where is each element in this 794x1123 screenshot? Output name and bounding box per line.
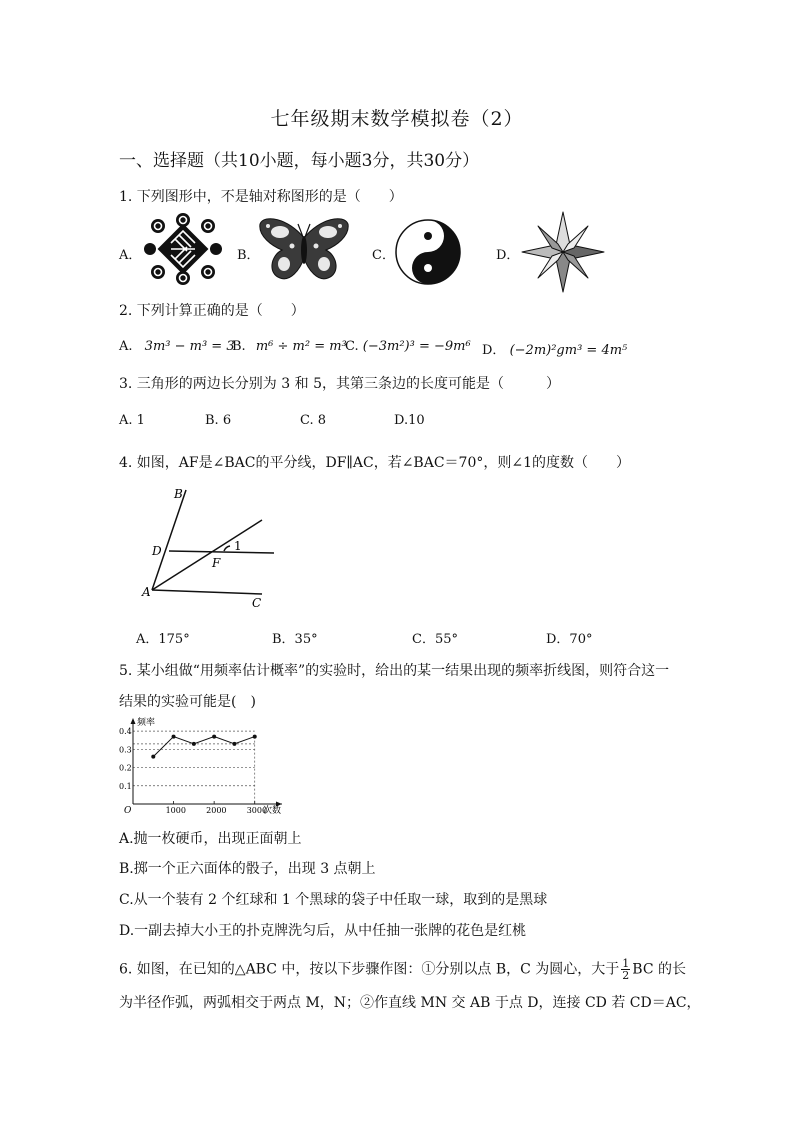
- q6-line1-post: BC 的长: [632, 961, 687, 978]
- q3-option-c: C. 8: [300, 413, 327, 428]
- data-point-1: [172, 735, 176, 739]
- label-C: C: [252, 596, 262, 610]
- q2-expr-b: m⁶ ÷ m² = m³: [255, 339, 347, 354]
- label-B: B: [174, 487, 183, 501]
- data-point-4: [232, 742, 236, 746]
- q1-label-b: B．: [237, 248, 260, 263]
- q3-option-b: B. 6: [205, 413, 232, 428]
- yin-yang-figure: [394, 218, 462, 286]
- chart-yticks: [119, 727, 132, 791]
- q3-option-d: D.10: [394, 413, 425, 428]
- q5-option-d: D.一副去掉大小王的扑克牌洗匀后，从中任抽一张牌的花色是红桃: [119, 923, 527, 939]
- label-D: D: [152, 544, 162, 558]
- x-tick-label-1: 2000: [206, 806, 227, 815]
- y-tick-label-3: 0.4: [119, 727, 132, 737]
- q2-expr-d: (−2m)²gm³ = 4m⁵: [509, 343, 628, 358]
- q3-stem: 3. 三角形的两边长分别为 3 和 5，其第三条边的长度可能是（ ）: [119, 376, 560, 392]
- x-tick-label-2: 3000: [246, 806, 268, 815]
- q2-option-c: [345, 339, 471, 354]
- q1-label-c: C．: [372, 248, 395, 263]
- label-angle-1: 1: [234, 539, 242, 553]
- data-point-3: [212, 735, 216, 739]
- frequency-line-chart: [117, 714, 289, 818]
- compass-star-figure: [520, 210, 606, 294]
- q6-line2: 为半径作弧，两弧相交于两点 M，N；②作直线 MN 交 AB 于点 D，连接 CD 若 CD＝AC，: [119, 995, 701, 1011]
- data-point-2: [192, 742, 196, 746]
- y-axis-arrow: [131, 718, 136, 724]
- q2-option-d: [482, 339, 627, 358]
- ray-AF: [152, 520, 262, 590]
- q1-label-d: D．: [496, 248, 520, 263]
- chart-ylabel: 频率: [137, 718, 156, 728]
- q5-option-a: A.抛一枚硬币，出现正面朝上: [119, 831, 302, 847]
- q5-stem-line1: 5. 某小组做“用频率估计概率”的实验时，给出的某一结果出现的频率折线图，则符合这一: [119, 663, 670, 679]
- q2-option-b: [232, 339, 347, 354]
- q3-option-a: A. 1: [119, 413, 145, 428]
- chart-xticks: [166, 801, 268, 815]
- section-heading: 一、选择题（共10小题，每小题3分，共30分）: [119, 151, 480, 171]
- line-DF: [169, 551, 274, 553]
- label-A: A: [142, 585, 151, 599]
- q2-expr-a: 3m³ − m³ = 3: [144, 339, 235, 354]
- q4-option-b: B．35°: [272, 632, 318, 647]
- ray-AB: [152, 490, 186, 590]
- q5-option-c: C.从一个装有 2 个红球和 1 个黑球的袋子中任取一球，取到的是黑球: [119, 892, 548, 908]
- q1-stem: 1. 下列图形中，不是轴对称图形的是（ ）: [119, 189, 403, 205]
- q6-line1-pre: 6. 如图，在已知的△ABC 中，按以下步骤作图：①分别以点 B，C 为圆心，大于: [119, 961, 620, 978]
- page-title: 七年级期末数学模拟卷（2）: [270, 108, 524, 130]
- y-tick-label-1: 0.2: [119, 763, 132, 773]
- y-tick-label-0: 0.1: [119, 781, 132, 791]
- q5-stem-line2: 结果的实验可能是( ): [119, 694, 256, 710]
- chart-origin: O: [124, 806, 132, 816]
- q2-option-a: [119, 339, 235, 354]
- q6-line1: [119, 958, 686, 981]
- angle-1-arc: [224, 546, 230, 551]
- q6-fraction: [621, 958, 630, 981]
- q2-stem: 2. 下列计算正确的是（ ）: [119, 303, 305, 319]
- q4-option-a: A．175°: [136, 632, 190, 647]
- q4-option-d: D．70°: [546, 632, 593, 647]
- x-tick-label-0: 1000: [165, 806, 186, 815]
- chinese-knot-figure: [144, 212, 222, 286]
- q2-label-a: A.: [119, 339, 133, 354]
- ray-AC: [152, 590, 262, 594]
- y-tick-label-2: 0.3: [119, 745, 132, 755]
- butterfly-figure: [258, 216, 350, 286]
- q6-frac-den: 2: [622, 969, 630, 982]
- q4-geometry-figure: [138, 484, 284, 614]
- label-F: F: [212, 556, 221, 570]
- data-point-0: [151, 755, 155, 759]
- q1-label-a: A．: [119, 248, 142, 263]
- q4-stem: 4. 如图，AF是∠BAC的平分线，DF∥AC，若∠BAC＝70°，则∠1的度数（ ）: [119, 455, 630, 471]
- q6-frac-num: 1: [622, 957, 630, 970]
- q2-expr-c: (−3m²)³ = −9m⁶: [362, 339, 471, 354]
- data-point-5: [253, 735, 257, 739]
- q2-label-c: C.: [345, 339, 359, 354]
- series-line: [153, 737, 254, 757]
- q2-label-b: B.: [232, 339, 246, 354]
- q5-option-b: B.掷一个正六面体的骰子，出现 3 点朝上: [119, 861, 376, 877]
- q2-label-d: D．: [482, 343, 506, 358]
- chart-xlabel: 次数: [263, 806, 282, 816]
- q4-option-c: C．55°: [412, 632, 458, 647]
